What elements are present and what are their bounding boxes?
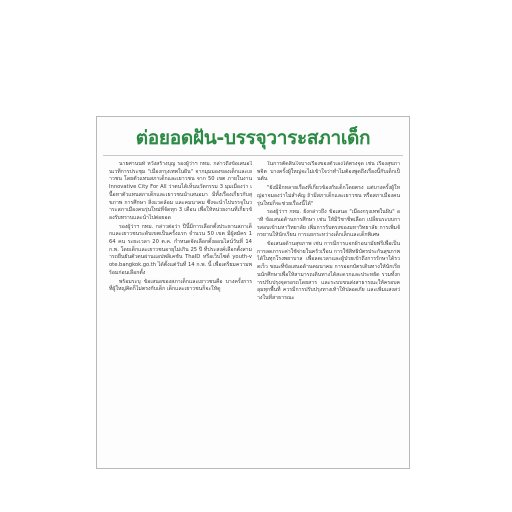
article-column-left <box>109 161 252 463</box>
article-headline: ต่อยอดฝัน-บรรจุวาระสภาเด็ก <box>135 127 371 149</box>
paragraph: ในการตัดสินใจบางเรื่องของตัวเองได้ตรงจุด เช่น เรื่องสุขภาพจิต บางครั้งผู้ใหญ่จะไม่เข้าใจว่าทำไมต้องพูดถึงเรื่องนี้กับเด็กเป็นต้น <box>257 161 400 183</box>
paragraph: รองผู้ว่าฯ กทม. กล่าวต่อว่า ปีนี้มีการเลือกตั้งประธานสภาเด็กและเยาวชนระดับเขตเป็นครั้งแรก จำนวน 50 เขต มีผู้สมัคร 164 คน ระยะเวลา 20 ต.ค. กำหนดจัดเลือกตั้งออนไลน์วันที่ 14 ก.พ. โดยเด็กและเยาวชนอายุไม่เกิน 25 ปี ที่ประสงค์เลือกตั้งสามารถยืนยันตัวตนผ่านแอปพลิเคชัน ThaID หรือเว็บไซต์ youth-vote.bangkok.go.th ได้ตั้งแต่วันที่ 14 ก.พ. นี้ เพื่อเตรียมความพร้อมก่อนเลือกตั้ง <box>109 223 252 276</box>
paragraph: ข้อเสนอด้านสุขภาพ เช่น การมีการแจกผ้าอนามัยฟรีเพื่อเป็นการลดภาระค่าใช้จ่ายในครัวเรือน การใช้สิทธิบัตรประกันสุขภาพได้ในทุกโรงพยาบาล เพื่อลดเวลาและผู้ป่วยเข้าถึงการรักษาได้รวดเร็ว ขณะที่ข้อเสนอด้านคมนาคม การออกบัตรเดินทางให้นักเรียนนักศึกษาเพื่อให้สามารถเดินทางได้สะดวกและประหยัด รวมทั้งการปรับปรุงจุดรอรถโดยสาร และระบบขนส่งสาธารณะให้ครอบคลุมทุกพื้นที่ ควรมีการปรับปรุงทางเท้าให้ปลอดภัย และเพิ่มแสงสว่างในที่สาธารณะ <box>257 241 400 301</box>
paragraph: พร้อมระบุ ข้อเสนอของสภาเด็กและเยาวชนคือ บางครั้งการที่ผู้ใหญ่คิดก็ไม่ตรงกับเด็ก เด็กและเยาวชนก็จะให้ดู <box>109 278 252 293</box>
article-column-right <box>257 161 400 459</box>
quote-paragraph: "ยังมีอีกหลายเรื่องที่เกี่ยวข้องกับเด็กโดยตรง แต่บางครั้งผู้ใหญ่อาจมองว่าไม่สำคัญ ถ้ามีสภาเด็กและเยาวชน หรือสภาเมืองคนรุ่นใหม่ก็จะช่วยเรื่องนี้ได้" <box>257 185 400 207</box>
news-clipping <box>96 116 410 469</box>
paragraph: รองผู้ว่าฯ กทม. ยังกล่าวถึง ข้อเสนอ "เมืองกรุงเทพในฝัน" อาทิ ข้อเสนอด้านการศึกษา เช่น ให้มีวิชาชีพเลือก เปลี่ยนระบบการสอบเข้ามหาวิทยาลัย เพิ่มการรับตรงของมหาวิทยาลัย การเพิ่มจักรยานให้นักเรียน การแยกระหว่างเด็กเล็กและเด็กพิเศษ <box>257 209 400 239</box>
headline-divider <box>103 155 403 156</box>
paragraph: นายศานนท์ หวังสร้างบุญ รองผู้ว่าฯ กทม. กล่าวถึงข้อเสนอในเวทีการประชุม "เมืองกรุงเทพในฝัน" จากมุมมองของเด็กและเยาวชน โดยตัวแทนสภาเด็กและเยาวชน จาก 50 เขต ภายในงาน Innovative City For All ว่าตนได้เห็นนวัตกรรม 3 มุมเมืองว่า เนื้อหาตัวแทนสภาเด็กและเยาวชนนำเสนอมา มีทั้งเรื่องเกี่ยวกับสุขภาพ การศึกษา สิ่งแวดล้อม และคมนาคม ซึ่งจะนำไปบรรจุในวาระสภาเมืองคนรุ่นใหม่ที่จัดทุก 3 เดือน เพื่อให้หน่วยงานที่เกี่ยวข้องรับทราบและนำไปต่อยอด <box>109 161 252 221</box>
